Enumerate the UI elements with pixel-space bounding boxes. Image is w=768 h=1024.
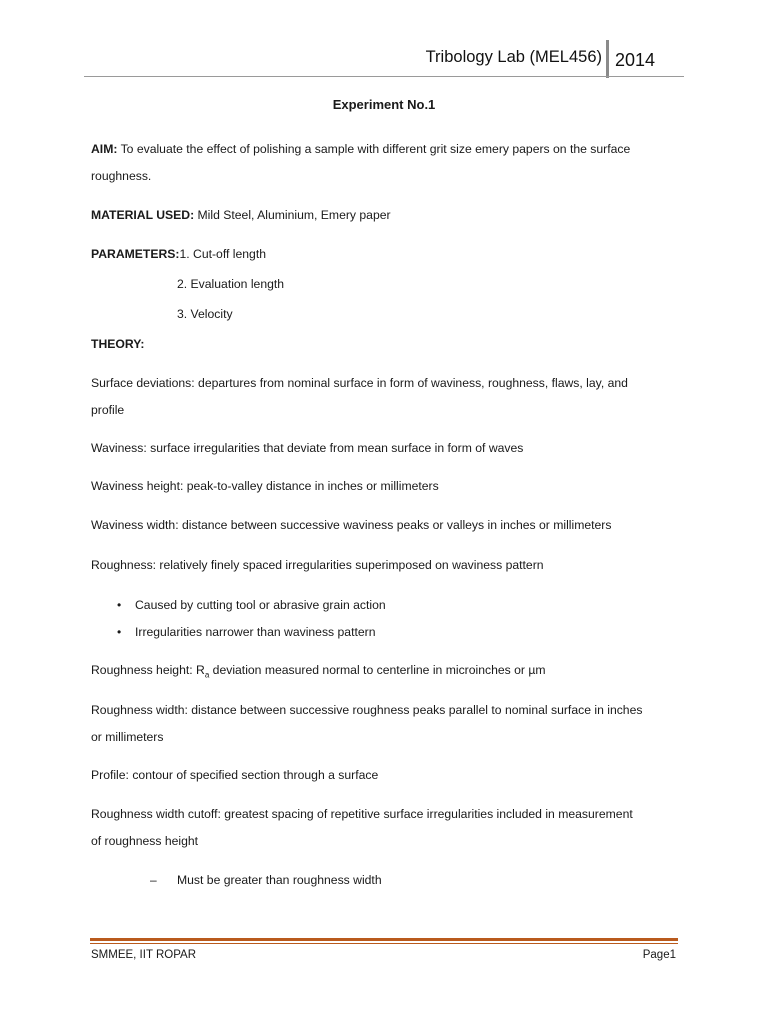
roughness-bullet-2: Irregularities narrower than waviness pattern <box>135 625 376 639</box>
parameters-line <box>91 247 266 261</box>
roughness-bullet-1: Caused by cutting tool or abrasive grain action <box>135 598 386 612</box>
footer-page-number: Page1 <box>642 949 676 961</box>
waviness-height-definition: Waviness height: peak-to-valley distance in inches or millimeters <box>91 479 439 493</box>
cutoff-line-1: Roughness width cutoff: greatest spacing of repetitive surface irregularities included in measurement <box>91 807 633 821</box>
header-title: Tribology Lab (MEL456) <box>425 48 602 66</box>
roughness-width-line-2: or millimeters <box>91 730 164 744</box>
parameters-label: PARAMETERS: <box>91 247 180 261</box>
material-line <box>91 208 391 222</box>
aim-line-1 <box>91 142 630 156</box>
page-title: Experiment No.1 <box>332 97 436 112</box>
dash-symbol: – <box>150 873 157 887</box>
footer-rule-thin <box>90 943 678 944</box>
aim-text-1: To evaluate the effect of polishing a sample with different grit size emery papers on the surface <box>117 142 631 156</box>
footer-institution: SMMEE, IIT ROPAR <box>91 949 197 961</box>
roughness-definition: Roughness: relatively finely spaced irregularities superimposed on waviness pattern <box>91 558 544 572</box>
aim-label: AIM: <box>91 142 118 156</box>
bullet-2-symbol: • <box>117 625 122 639</box>
cutoff-line-2: of roughness height <box>91 834 199 848</box>
roughness-height-pre: Roughness height: R <box>91 663 205 677</box>
waviness-width-definition: Waviness width: distance between successive waviness peaks or valleys in inches or millimeters <box>91 518 612 532</box>
parameter-item-2: 2. Evaluation length <box>177 277 285 291</box>
roughness-height-subscript: a <box>204 670 210 680</box>
roughness-height-post: deviation measured normal to centerline in microinches or µm <box>209 663 546 677</box>
aim-text-2: roughness. <box>91 169 152 183</box>
header-rule <box>84 76 684 77</box>
header-year: 2014 <box>615 50 656 70</box>
bullet-1-symbol: • <box>117 598 122 612</box>
profile-definition: Profile: contour of specified section through a surface <box>91 768 379 782</box>
material-label: MATERIAL USED: <box>91 208 195 222</box>
footer-rule-thick <box>90 938 678 941</box>
cutoff-dash-item: Must be greater than roughness width <box>177 873 382 887</box>
parameter-item-3: 3. Velocity <box>177 307 233 321</box>
roughness-height-definition <box>91 663 546 679</box>
parameter-item-1: 1. Cut-off length <box>179 247 266 261</box>
theory-heading: THEORY: <box>91 337 145 351</box>
header-divider <box>606 40 609 78</box>
roughness-width-line-1: Roughness width: distance between successive roughness peaks parallel to nominal surface in inches <box>91 703 643 717</box>
waviness-definition: Waviness: surface irregularities that deviate from mean surface in form of waves <box>91 441 524 455</box>
material-text: Mild Steel, Aluminium, Emery paper <box>194 208 391 222</box>
surface-deviations-line-2: profile <box>91 403 125 417</box>
surface-deviations-line-1: Surface deviations: departures from nominal surface in form of waviness, roughness, flaws, lay, and <box>91 376 628 390</box>
